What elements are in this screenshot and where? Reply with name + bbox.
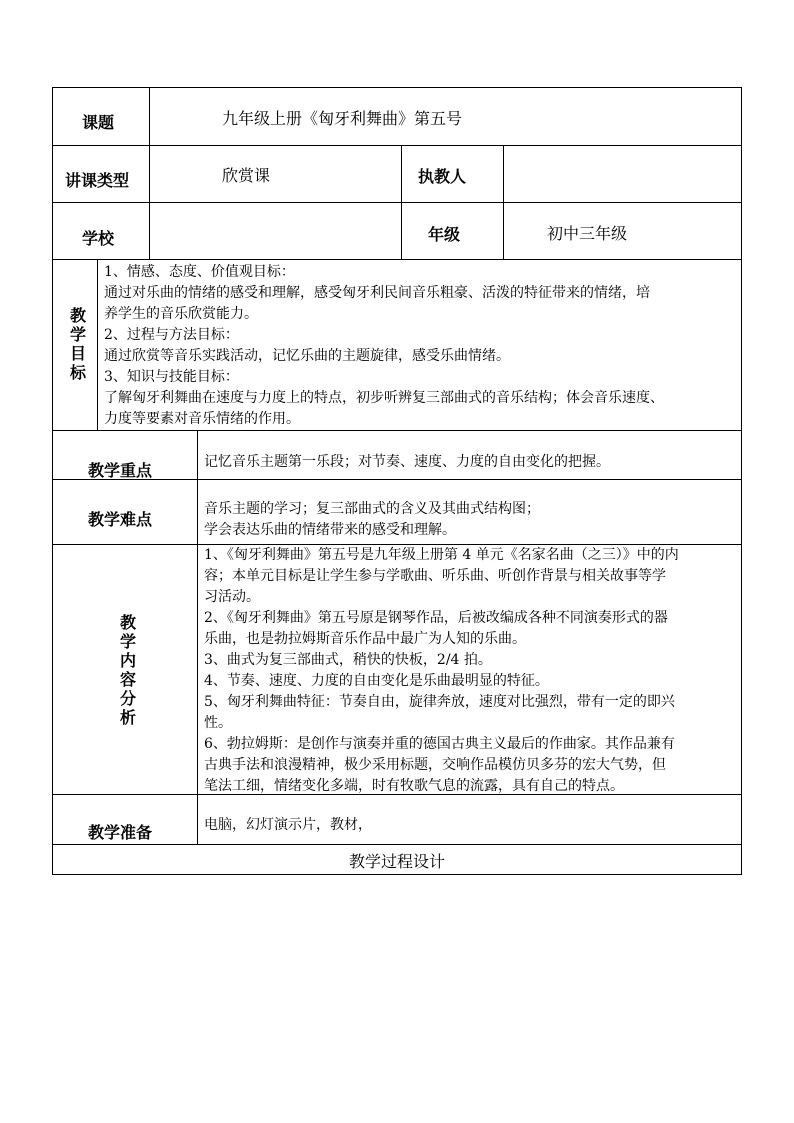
content-analysis-line: 3、曲式为复三部曲式，稍快的快板，2/4 拍。	[204, 652, 492, 668]
objectives-label-char: 标	[69, 363, 86, 382]
lesson-type-label: 讲课类型	[65, 171, 130, 190]
objectives-line: 养学生的音乐欣赏能力。	[104, 306, 258, 322]
key-points-label: 教学重点	[88, 461, 153, 480]
objectives-line: 通过对乐曲的情绪的感受和理解，感受匈牙利民间音乐粗豪、活泼的特征带来的情绪，培	[104, 285, 650, 301]
process-design-heading: 教学过程设计	[348, 852, 445, 871]
objectives-label	[68, 306, 88, 382]
difficulties-label: 教学难点	[88, 510, 153, 529]
row-divider	[52, 430, 742, 431]
content-analysis-label	[118, 613, 138, 727]
content-analysis-line: 乐曲，也是勃拉姆斯音乐作品中最广为人知的乐曲。	[204, 631, 526, 647]
row-divider	[52, 259, 742, 260]
content-analysis-line: 习活动。	[204, 589, 260, 605]
row-divider	[52, 479, 742, 480]
content-analysis-line: 1、《匈牙利舞曲》第五号是九年级上册第 4 单元《名家名曲（之三）》中的内	[204, 547, 679, 563]
key-points-value: 记忆音乐主题第一乐段；对节奏、速度、力度的自由变化的把握。	[204, 454, 610, 470]
difficulties-line: 音乐主题的学习；复三部曲式的含义及其曲式结构图；	[204, 501, 540, 517]
teacher-label: 执教人	[418, 167, 467, 186]
content-analysis-label-char: 容	[119, 670, 136, 689]
row-divider	[52, 844, 742, 845]
lesson-type-value: 欣赏课	[222, 166, 271, 185]
preparation-label: 教学准备	[88, 823, 153, 842]
objectives-label-char: 目	[69, 344, 86, 363]
content-analysis-label-char: 析	[119, 708, 136, 727]
school-label: 学校	[82, 229, 115, 248]
col-divider	[197, 430, 198, 844]
objectives-line: 通过欣赏等音乐实践活动，记忆乐曲的主题旋律，感受乐曲情绪。	[104, 348, 510, 364]
objectives-line: 1、情感、态度、价值观目标：	[104, 264, 295, 280]
objectives-text	[104, 262, 664, 430]
content-analysis-label-char: 教	[119, 613, 136, 632]
content-analysis-line: 5、匈牙利舞曲特征：节奏自由，旋律奔放，速度对比强烈，带有一定的即兴	[204, 694, 675, 710]
content-analysis-label-char: 分	[119, 689, 136, 708]
content-analysis-line: 古典手法和浪漫精神，极少采用标题，交响作品模仿贝多芬的宏大气势，但	[204, 757, 666, 773]
content-analysis-text	[204, 545, 679, 797]
topic-label: 课题	[82, 113, 115, 132]
objectives-label-char: 学	[69, 325, 86, 344]
content-analysis-line: 性。	[204, 715, 232, 731]
objectives-label-char: 教	[69, 306, 86, 325]
row-divider	[52, 145, 742, 146]
content-analysis-line: 4、节奏、速度、力度的自由变化是乐曲最明显的特征。	[204, 673, 549, 689]
col-divider	[503, 145, 504, 259]
content-analysis-line: 2、《匈牙利舞曲》第五号原是钢琴作品，后被改编成各种不同演奏形式的器	[204, 610, 668, 626]
content-analysis-label-char: 学	[119, 632, 136, 651]
col-divider	[97, 259, 98, 430]
grade-value: 初中三年级	[547, 224, 628, 243]
col-divider	[401, 145, 402, 259]
objectives-line: 2、过程与方法目标：	[104, 327, 239, 343]
content-analysis-line: 笔法工细，情绪变化多端，时有牧歌气息的流露，具有自己的特点。	[204, 778, 624, 794]
col-divider	[149, 87, 150, 259]
objectives-line: 3、知识与技能目标：	[104, 369, 239, 385]
row-divider	[52, 202, 742, 203]
topic-value: 九年级上册《匈牙利舞曲》第五号	[222, 109, 463, 128]
grade-label: 年级	[428, 225, 461, 244]
content-analysis-line: 6、勃拉姆斯：是创作与演奏并重的德国古典主义最后的作曲家。其作品兼有	[204, 736, 675, 752]
preparation-value: 电脑，幻灯演示片，教材，	[204, 817, 372, 833]
content-analysis-label-char: 内	[119, 651, 136, 670]
difficulties-line: 学会表达乐曲的情绪带来的感受和理解。	[204, 522, 456, 538]
content-analysis-line: 容；本单元目标是让学生参与学歌曲、听乐曲、听创作背景与相关故事等学	[204, 568, 666, 584]
difficulties-text	[204, 499, 540, 541]
objectives-line: 力度等要素对音乐情绪的作用。	[104, 411, 300, 427]
objectives-line: 了解匈牙利舞曲在速度与力度上的特点，初步听辨复三部曲式的音乐结构；体会音乐速度、	[104, 390, 664, 406]
